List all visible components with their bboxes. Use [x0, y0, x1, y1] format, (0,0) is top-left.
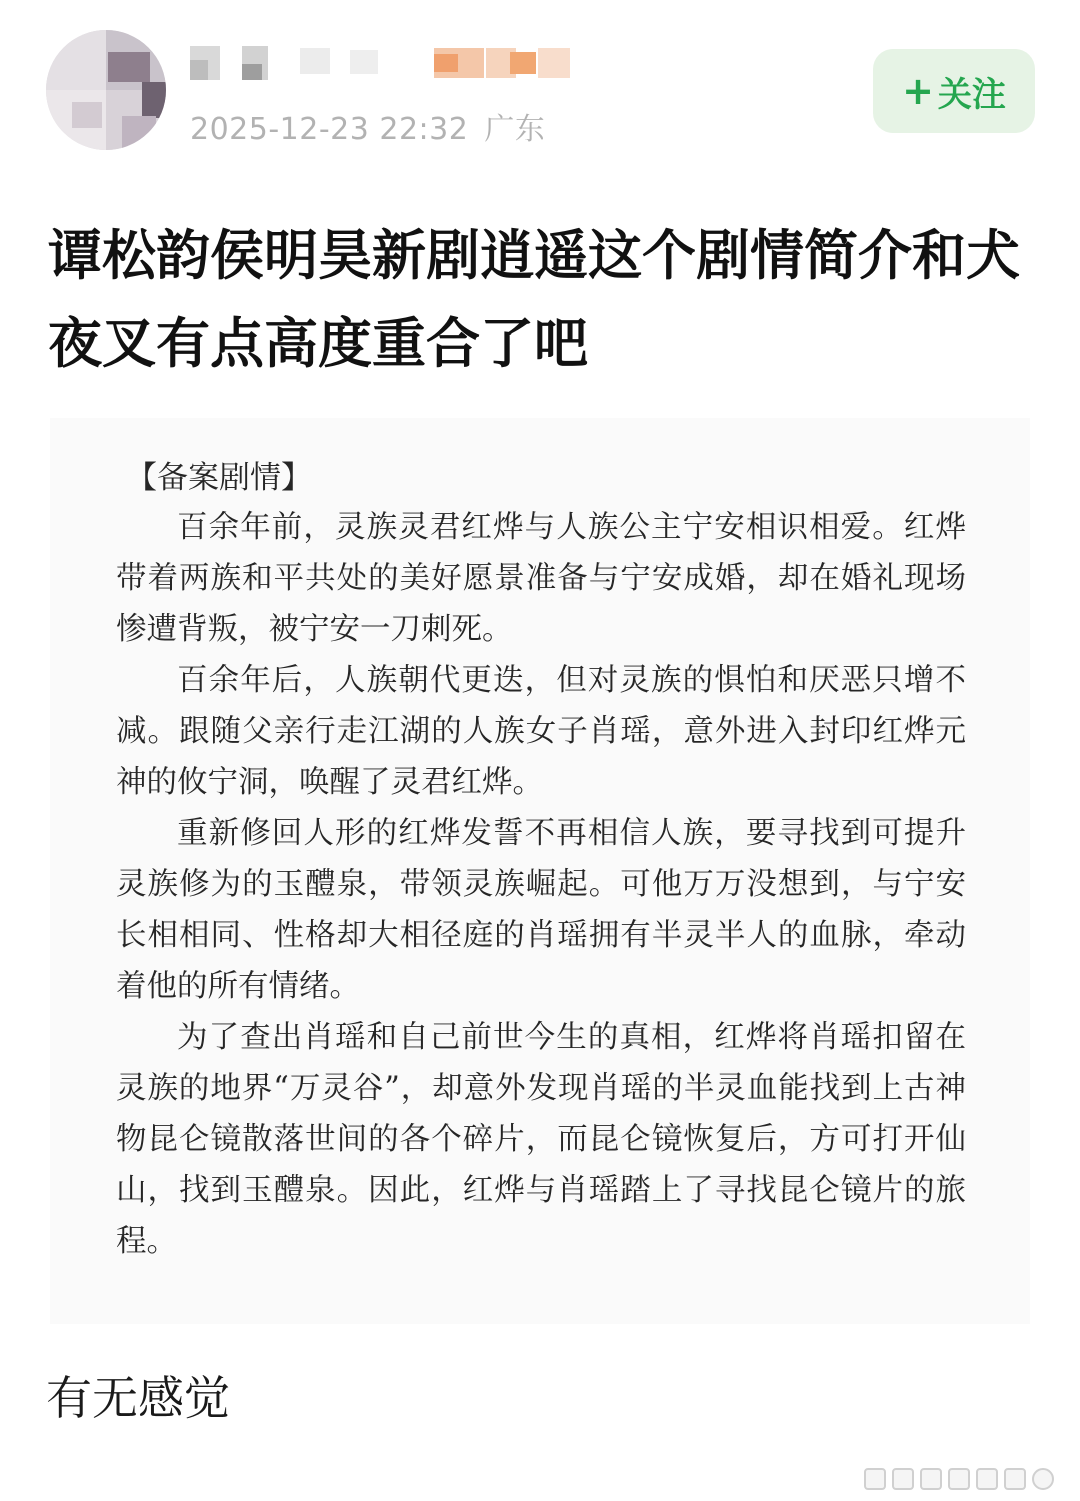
follow-button[interactable] [873, 49, 1035, 133]
username-blurred[interactable] [190, 46, 590, 86]
synopsis-heading: 【备案剧情】 [126, 460, 312, 496]
post-timestamp: 2025-12-23 22:32 [190, 112, 469, 147]
follow-button-label: 关注 [937, 74, 1006, 115]
avatar[interactable] [46, 30, 166, 150]
post-title: 谭松韵侯明昊新剧逍遥这个剧情简介和犬夜叉有点高度重合了吧 [48, 224, 1020, 375]
synopsis-paragraph: 重新修回人形的红烨发誓不再相信人族，要寻找到可提升灵族修为的玉醴泉，带领灵族崛起。可他万万没想到，与宁安长相相同、性格却大相径庭的肖瑶拥有半灵半人的血脉，牵动着他的所有情绪。 [116, 816, 966, 1004]
synopsis-paragraph: 百余年后，人族朝代更迭，但对灵族的惧怕和厌恶只增不减。跟随父亲行走江湖的人族女子肖瑶，意外进入封印红烨元神的攸宁洞，唤醒了灵君红烨。 [116, 663, 966, 800]
plus-icon: + [902, 69, 934, 113]
synopsis-paragraph: 百余年前，灵族灵君红烨与人族公主宁安相识相爱。红烨带着两族和平共处的美好愿景准备与宁安成婚，却在婚礼现场惨遭背叛，被宁安一刀刺死。 [116, 510, 966, 647]
post-location: 广东 [484, 112, 546, 147]
watermark-icon [864, 1460, 1072, 1496]
post-meta [190, 104, 545, 148]
synopsis-body [116, 502, 966, 1267]
synopsis-image[interactable] [50, 418, 1030, 1324]
synopsis-paragraph: 为了查出肖瑶和自己前世今生的真相，红烨将肖瑶扣留在灵族的地界“万灵谷”，却意外发现肖瑶的半灵血能找到上古神物昆仑镜散落世间的各个碎片，而昆仑镜恢复后，方可打开仙山，找到玉醴泉。因此，红烨与肖瑶踏上了寻找昆仑镜片的旅程。 [116, 1020, 966, 1259]
post-text: 有无感觉 [46, 1371, 230, 1425]
